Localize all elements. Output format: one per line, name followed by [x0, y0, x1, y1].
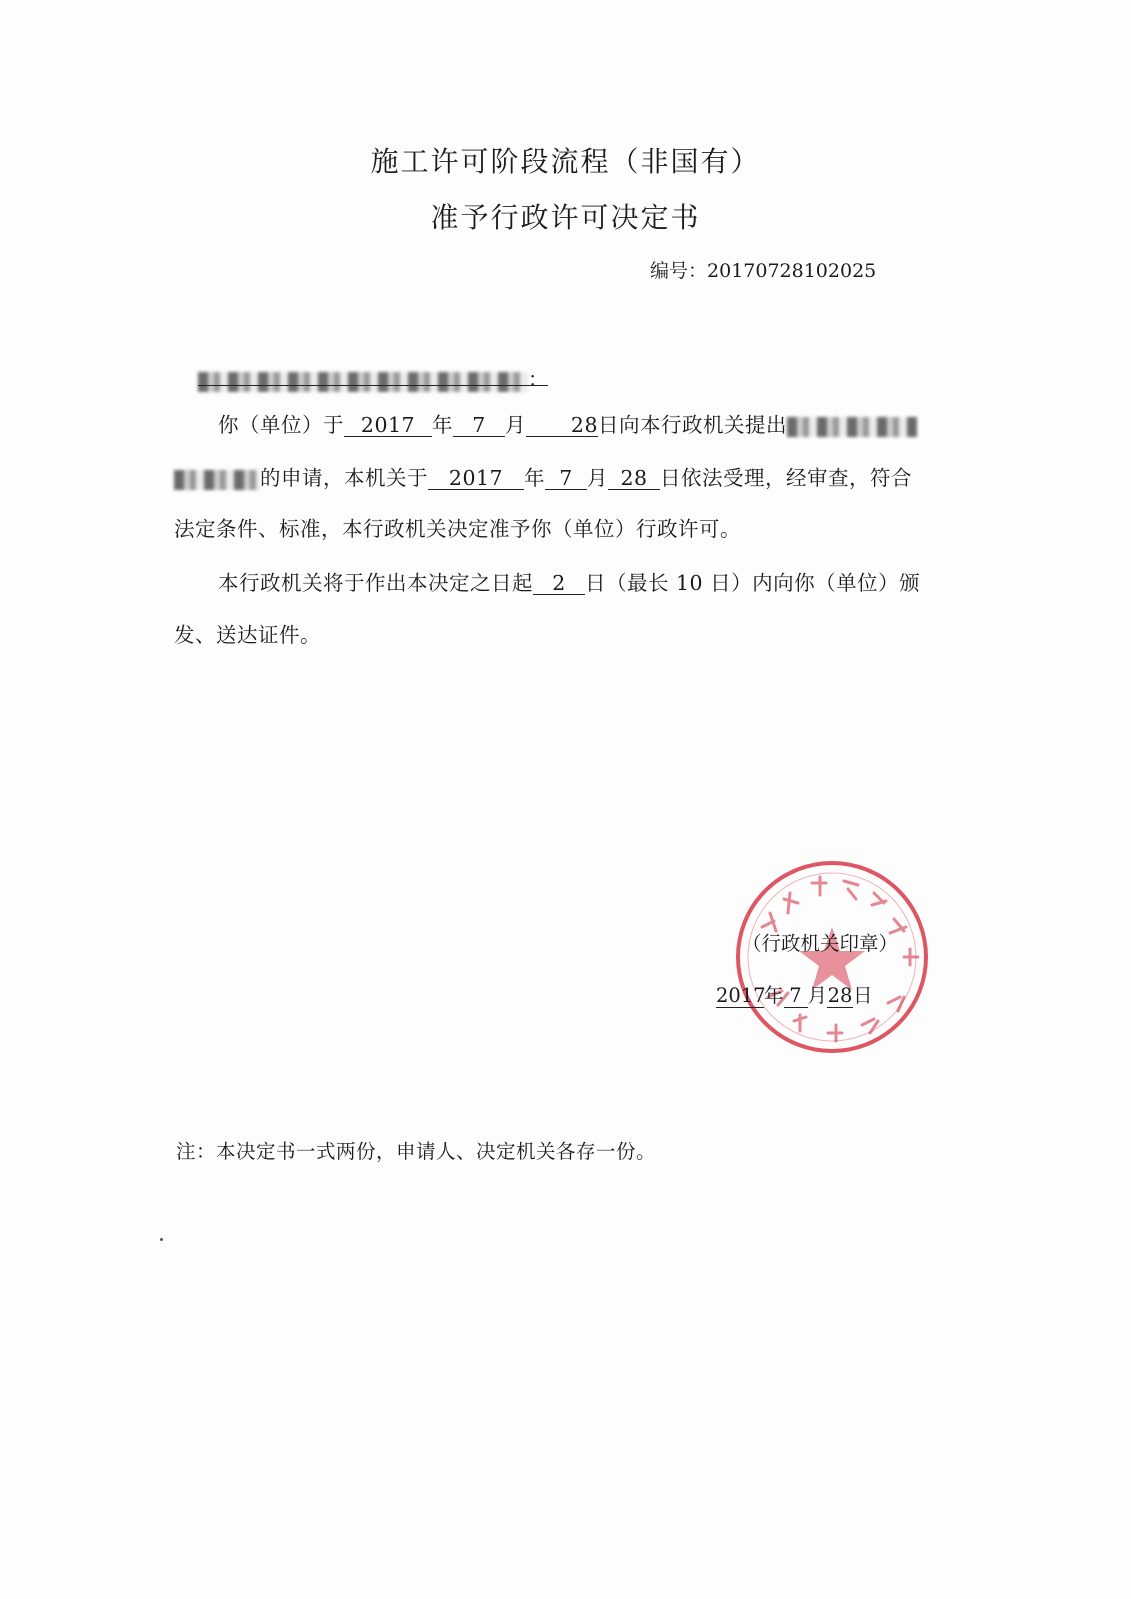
month-field: 7 [453, 414, 505, 437]
document-title-line2: 准予行政许可决定书 [430, 201, 701, 234]
issue-days-field: 2 [533, 572, 585, 595]
seal-month: 7 [784, 985, 808, 1008]
footnote: 注：本决定书一式两份，申请人、决定机关各存一份。 [176, 1140, 657, 1163]
paragraph1-line3: 法定条件、标准，本行政机关决定准予你（单位）行政许可。 [174, 517, 741, 541]
text-segment: 日（最长 10 日）内向你（单位）颁 [585, 571, 921, 595]
addressee-colon: ： [528, 367, 548, 391]
text-segment: 日 [853, 984, 873, 1007]
seal-year: 2017 [716, 984, 766, 1007]
paragraph1-line2 [174, 461, 912, 491]
text-segment: 日向本行政机关提出 [598, 413, 787, 437]
seal-date [716, 980, 873, 1008]
text-segment: 年 [524, 466, 545, 490]
redacted-application-cont [174, 470, 260, 490]
text-segment: 月 [505, 413, 526, 437]
year-field: 2017 [344, 414, 432, 437]
text-segment: 的申请，本机关于 [260, 466, 428, 490]
redacted-application [787, 417, 917, 437]
document-number-label: 编号： [650, 260, 708, 282]
document-number-value: 20170728102025 [707, 260, 877, 282]
accept-year-field: 2017 [428, 467, 524, 490]
text-segment: 日依法受理，经审查，符合 [660, 466, 912, 490]
addressee [198, 363, 548, 392]
redacted-addressee [198, 372, 528, 392]
text-segment: 本行政机关将于作出本决定之日起 [218, 571, 533, 595]
document-number [650, 256, 876, 283]
paragraph2-line1 [218, 566, 920, 596]
document-title-line1: 施工许可阶段流程（非国有） [370, 145, 761, 178]
day-field: 28 [526, 414, 598, 437]
text-segment: 年 [764, 984, 784, 1007]
seal-label: （行政机关印章） [742, 932, 899, 955]
text-segment: 年 [432, 413, 453, 437]
official-seal-stamp [732, 857, 932, 1057]
scan-speck [160, 1238, 163, 1241]
accept-month-field: 7 [545, 467, 587, 490]
text-segment: 月 [807, 984, 828, 1007]
text-segment: 月 [587, 466, 608, 490]
seal-day: 28 [827, 984, 853, 1007]
paragraph2-line2: 发、送达证件。 [174, 623, 321, 647]
text-segment: 你（单位）于 [218, 413, 344, 437]
paragraph1-line1 [218, 408, 917, 438]
addressee-underline [198, 385, 548, 386]
accept-day-field: 28 [608, 467, 660, 490]
